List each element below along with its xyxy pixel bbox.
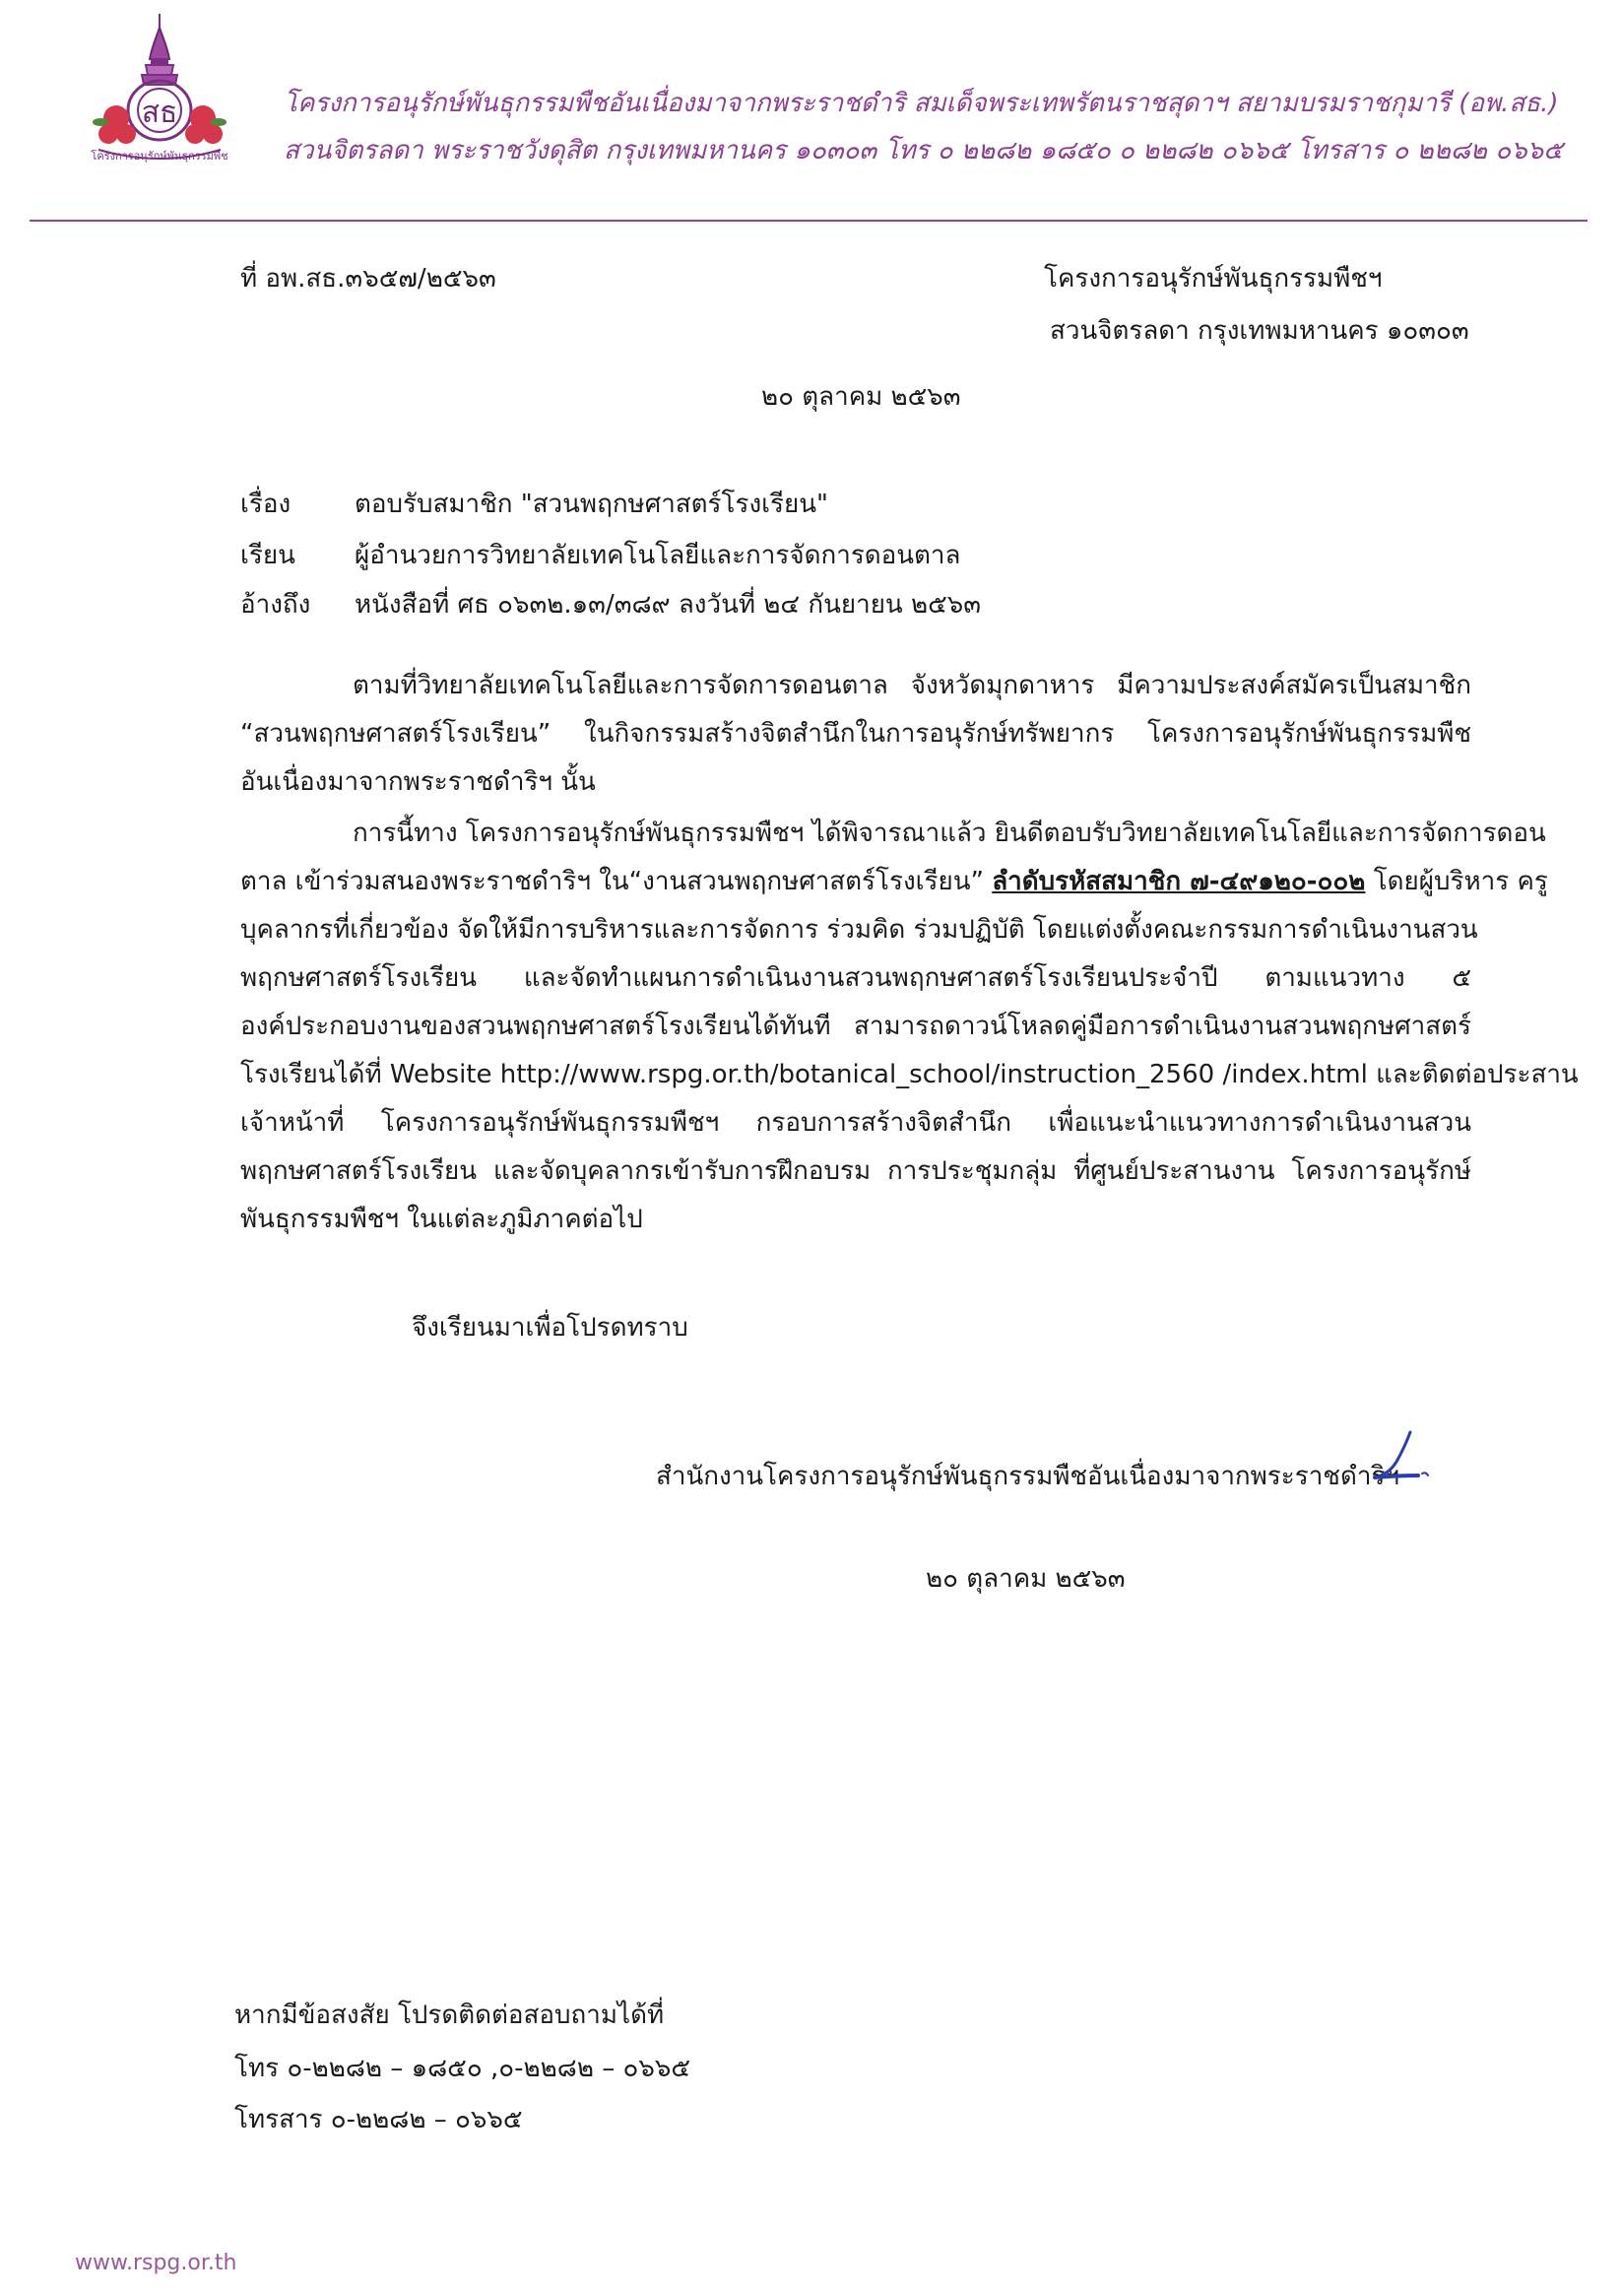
member-code: ลำดับรหัสสมาชิก ๗-๔๙๑๒๐-๐๐๒	[992, 867, 1366, 896]
contact-telephone: โทร ๐-๒๒๘๒ – ๑๘๕๐ ,๐-๒๒๘๒ – ๐๖๖๕	[234, 2054, 691, 2083]
contact-title: หากมีข้อสงสัย โปรดติดต่อสอบถามได้ที่	[234, 2001, 665, 2030]
recipient-label: เรียน	[240, 541, 295, 570]
paragraph-2-line: เจ้าหน้าที่ โครงการอนุรักษ์พันธุกรรมพืชฯ กรอบการสร้างจิตสำนึก เพื่อแนะนำแนวทางการดำเนินงานสวน	[240, 1108, 1471, 1138]
header-divider	[30, 220, 1588, 222]
signature-mark	[1367, 1426, 1446, 1493]
paragraph-2-line: พฤกษศาสตร์โรงเรียน และจัดทำแผนการดำเนินงานสวนพฤกษศาสตร์โรงเรียนประจำปี ตามแนวทาง ๕	[240, 963, 1471, 993]
letterhead-line-1: โครงการอนุรักษ์พันธุกรรมพืชอันเนื่องมาจากพระราชดำริ สมเด็จพระเทพรัตนราชสุดาฯ สยามบรมราชกุมารี (อพ.สธ.)	[284, 89, 1559, 118]
reference-number: ที่ อพ.สธ.๓๖๕๗/๒๕๖๓	[240, 264, 496, 294]
rspg-emblem	[81, 12, 228, 167]
paragraph-1	[240, 662, 1471, 807]
paragraph-2-line: พฤกษศาสตร์โรงเรียน และจัดบุคลากรเข้ารับการฝึกอบรม การประชุมกลุ่ม ที่ศูนย์ประสานงาน โครงการอนุรักษ์	[240, 1156, 1471, 1186]
paragraph-2-line: บุคลากรที่เกี่ยวข้อง จัดให้มีการบริหารและการจัดการ ร่วมคิด ร่วมปฏิบัติ โดยแต่งตั้งคณะกรรมการดำเนินงานสวน	[240, 915, 1478, 945]
svg-text:สธ: สธ	[141, 96, 178, 130]
sender-line-1: โครงการอนุรักษ์พันธุกรรมพืชฯ	[1044, 264, 1383, 294]
footer-website[interactable]: www.rspg.or.th	[75, 2251, 237, 2275]
paragraph-2-text: ตาล เข้าร่วมสนองพระราชดำริฯ ใน“งานสวนพฤกษศาสตร์โรงเรียน”	[240, 867, 984, 896]
issuing-office: สำนักงานโครงการอนุรักษ์พันธุกรรมพืชอันเนื่องมาจากพระราชดำริฯ	[656, 1462, 1399, 1491]
reference-label: อ้างถึง	[240, 590, 311, 620]
paragraph-2-line: โรงเรียนได้ที่ Website http://www.rspg.or.th/botanical_school/instruction_2560 /index.html และติดต่อประสาน	[240, 1060, 1579, 1089]
subject-label: เรื่อง	[240, 490, 292, 519]
letterhead-line-2: สวนจิตรลดา พระราชวังดุสิต กรุงเทพมหานคร ๑๐๓๐๓ โทร ๐ ๒๒๘๒ ๑๘๕๐ ๐ ๒๒๘๒ ๐๖๖๕ โทรสาร ๐ ๒๒๘๒ ๐๖๖๕	[284, 136, 1563, 165]
paragraph-2-line: พันธุกรรมพืชฯ ในแต่ละภูมิภาคต่อไป	[240, 1205, 643, 1234]
paragraph-1-line: ตามที่วิทยาลัยเทคโนโลยีและการจัดการดอนตาล จังหวัดมุกดาหาร มีความประสงค์สมัครเป็นสมาชิก	[353, 671, 1471, 700]
paragraph-1-line: อันเนื่องมาจากพระราชดำริฯ นั้น	[240, 767, 596, 797]
contact-fax: โทรสาร ๐-๒๒๘๒ – ๐๖๖๕	[234, 2105, 523, 2134]
sender-line-2: สวนจิตรลดา กรุงเทพมหานคร ๑๐๓๐๓	[1050, 316, 1469, 346]
subject-value: ตอบรับสมาชิก "สวนพฤกษศาสตร์โรงเรียน"	[355, 490, 828, 519]
letter-date: ๒๐ ตุลาคม ๒๕๖๓	[761, 382, 961, 412]
paragraph-2-line: การนี้ทาง โครงการอนุรักษ์พันธุกรรมพืชฯ ได้พิจารณาแล้ว ยินดีตอบรับวิทยาลัยเทคโนโลยีและการจัดการดอน	[353, 819, 1546, 848]
signature-date: ๒๐ ตุลาคม ๒๕๖๓	[926, 1564, 1126, 1594]
paragraph-2	[240, 810, 1579, 1244]
emblem-caption: โครงการอนุรักษ์พันธุกรรมพืช	[91, 150, 228, 163]
paragraph-2-text: โดยผู้บริหาร ครู	[1373, 867, 1548, 896]
recipient-value: ผู้อำนวยการวิทยาลัยเทคโนโลยีและการจัดการดอนตาล	[355, 541, 961, 570]
paragraph-2-line	[240, 858, 1548, 906]
paragraph-2-line: องค์ประกอบงานของสวนพฤกษศาสตร์โรงเรียนได้ทันที สามารถดาวน์โหลดคู่มือการดำเนินงานสวนพฤกษศาสตร์	[240, 1012, 1471, 1041]
reference-value: หนังสือที่ ศธ ๐๖๓๒.๑๓/๓๘๙ ลงวันที่ ๒๔ กันยายน ๒๕๖๓	[355, 590, 982, 620]
closing-line: จึงเรียนมาเพื่อโปรดทราบ	[412, 1313, 688, 1343]
paragraph-1-line: “สวนพฤกษศาสตร์โรงเรียน” ในกิจกรรมสร้างจิตสำนึกในการอนุรักษ์ทรัพยากร โครงการอนุรักษ์พันธุกรรมพืช	[240, 719, 1471, 749]
